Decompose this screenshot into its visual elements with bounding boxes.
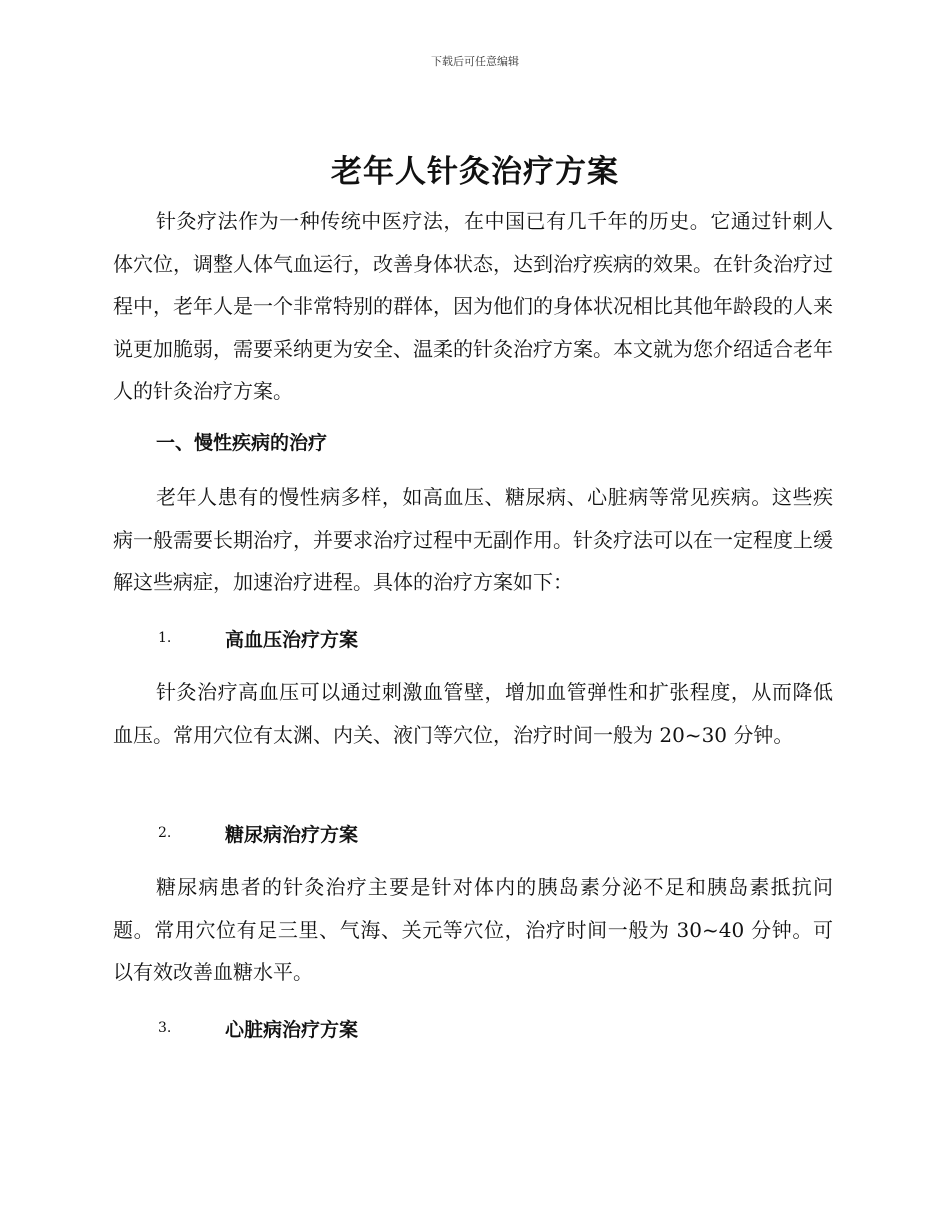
item-number: 2. — [158, 825, 172, 841]
item-number: 1. — [158, 630, 172, 646]
section-1-para-block — [113, 476, 833, 604]
item-label: 心脏病治疗方案 — [225, 1018, 359, 1041]
section-paragraph: 老年人患有的慢性病多样，如高血压、糖尿病、心脏病等常见疾病。这些疾病一般需要长期治疗，并要求治疗过程中无副作用。针灸疗法可以在一定程度上缓解这些病症，加速治疗进程。具体的治疗方案如下： — [113, 485, 833, 594]
item-3-heading-block — [113, 1013, 833, 1043]
document-title: 老年人针灸治疗方案 — [331, 154, 619, 190]
item-heading — [113, 1013, 833, 1043]
item-label: 高血压治疗方案 — [225, 628, 359, 651]
intro-block — [113, 200, 833, 413]
section-1-block — [113, 428, 833, 458]
item-paragraph: 针灸治疗高血压可以通过刺激血管壁，增加血管弹性和扩张程度，从而降低血压。常用穴位有太渊、内关、液门等穴位，治疗时间一般为 20~30 分钟。 — [113, 680, 833, 747]
item-heading — [113, 818, 833, 848]
item-number: 3. — [158, 1020, 172, 1036]
item-label: 糖尿病治疗方案 — [225, 823, 359, 846]
item-1-heading-block — [113, 623, 833, 653]
section-heading: 一、慢性疾病的治疗 — [156, 432, 328, 454]
item-2-heading-block — [113, 818, 833, 848]
header-note: 下载后可任意编辑 — [431, 55, 519, 68]
item-heading — [113, 623, 833, 653]
intro-paragraph: 针灸疗法作为一种传统中医疗法，在中国已有几千年的历史。它通过针刺人体穴位，调整人体气血运行，改善身体状态，达到治疗疾病的效果。在针灸治疗过程中，老年人是一个非常特别的群体，因为他们的身体状况相比其他年龄段的人来说更加脆弱，需要采纳更为安全、温柔的针灸治疗方案。本文就为您介绍适合老年人的针灸治疗方案。 — [113, 209, 833, 403]
item-1-para-block — [113, 671, 833, 756]
item-paragraph: 糖尿病患者的针灸治疗主要是针对体内的胰岛素分泌不足和胰岛素抵抗问题。常用穴位有足三里、气海、关元等穴位，治疗时间一般为 30~40 分钟。可以有效改善血糖水平。 — [113, 875, 833, 984]
item-2-para-block — [113, 866, 833, 994]
